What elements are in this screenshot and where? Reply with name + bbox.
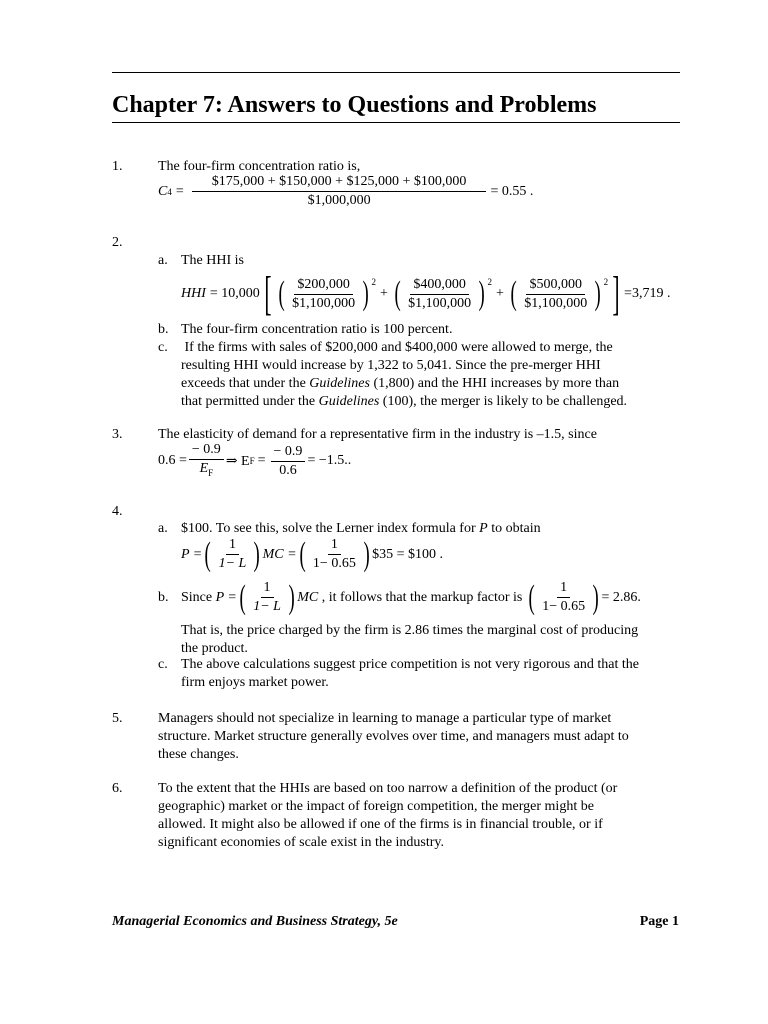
- q2b-text: The four-firm concentration ratio is 100 percent.: [181, 322, 453, 337]
- q3-formula: [158, 442, 351, 481]
- q2-fraction-1: [289, 277, 358, 312]
- q4b-mc: MC: [297, 589, 319, 605]
- q1-formula: [158, 174, 533, 209]
- q2-left-bracket: [: [264, 267, 272, 320]
- q4-paren: ): [592, 578, 599, 616]
- q2a-label: a.: [158, 253, 168, 268]
- q4b-f1-den: 1− L: [253, 599, 281, 614]
- q2-f2-num: $400,000: [410, 277, 469, 295]
- q2-f1-den: $1,100,000: [292, 295, 356, 311]
- q4a-f2-num: 1: [328, 537, 341, 555]
- q4-paren: (: [204, 535, 212, 573]
- q2-fraction-2: [405, 277, 474, 312]
- q1-number: 1.: [112, 159, 123, 174]
- q2c-line-4-post: (100), the merger is likely to be challenged.: [379, 394, 628, 409]
- footer-book-title: Managerial Economics and Business Strategy, 5e: [112, 914, 398, 929]
- q2a-text: The HHI is: [181, 253, 244, 268]
- q4b-label: b.: [158, 589, 169, 605]
- top-rule: [112, 72, 680, 73]
- footer-page-number: Page 1: [639, 914, 679, 929]
- q4a-text: [181, 520, 541, 538]
- q1-eq: =: [175, 183, 184, 199]
- q4b-result: = 2.86.: [601, 589, 641, 605]
- q6-paragraph: [158, 780, 680, 852]
- title-underline: [112, 122, 680, 123]
- q2-paren: ): [594, 275, 602, 312]
- q2c-guidelines-2: Guidelines: [318, 394, 380, 409]
- q2c-line-3-pre: exceeds that under the: [181, 376, 310, 391]
- q5-line-2: structure. Market structure generally evolves over time, and managers must adapt to: [158, 729, 629, 744]
- q2-paren: (: [394, 275, 401, 312]
- q2b-label: b.: [158, 322, 169, 337]
- q3-f2-num: − 0.9: [271, 444, 306, 462]
- q2-paren: (: [278, 275, 285, 312]
- q4b-mid: , it follows that the markup factor is: [318, 589, 526, 605]
- q3-lhs: 0.6 =: [158, 453, 187, 469]
- q5-line-1: Managers should not specialize in learning to manage a particular type of market: [158, 711, 612, 726]
- q1-lhs-sub: 4: [167, 186, 172, 197]
- q2-hhi-result: =3,719 .: [624, 286, 671, 301]
- q2-exp-3: 2: [603, 277, 609, 287]
- q6-line-3: allowed. It might also be allowed if one of the firms is in financial trouble, or if: [158, 817, 603, 832]
- q3-eq: =: [257, 453, 266, 469]
- q6-number: 6.: [112, 781, 123, 796]
- q4c-paragraph: [181, 656, 681, 692]
- q4a-f1-num: 1: [226, 537, 239, 555]
- q4b-line: [158, 580, 641, 615]
- q4a-text-post: to obtain: [487, 521, 541, 536]
- q1-numerator: $175,000 + $150,000 + $125,000 + $100,000: [192, 174, 487, 192]
- q2-plus-1: +: [379, 286, 388, 301]
- q4-paren: ): [253, 535, 261, 573]
- q2-number: 2.: [112, 235, 123, 250]
- q5-paragraph: [158, 710, 680, 764]
- q4a-fraction-1: [216, 537, 250, 572]
- q2-exp-2: 2: [487, 277, 492, 287]
- q3-fraction-1: [189, 442, 224, 481]
- q4-paren: ): [288, 578, 295, 616]
- q1-result: = 0.55 .: [490, 183, 534, 199]
- q4-paren: (: [299, 535, 306, 573]
- q5-line-3: these changes.: [158, 747, 239, 762]
- q4b-line-2: That is, the price charged by the firm is 2.86 times the marginal cost of producing: [181, 623, 639, 638]
- q2c-paragraph: [181, 339, 681, 411]
- q4c-line-2: firm enjoys market power.: [181, 675, 329, 690]
- q4a-f1-den: 1− L: [218, 556, 247, 571]
- q3-implies-sub: F: [249, 456, 255, 467]
- q2c-line-3: [181, 375, 681, 393]
- q2c-line-2: resulting HHI would increase by 1,322 to 5,041. Since the pre-merger HHI: [181, 358, 601, 373]
- q4-paren: ): [363, 535, 370, 573]
- q4b-fraction-2: [539, 580, 588, 615]
- q3-f1-num: − 0.9: [189, 442, 224, 460]
- q1-denominator: $1,000,000: [307, 193, 371, 208]
- q3-f2-den: 0.6: [279, 462, 297, 478]
- q2-hhi-formula: [181, 267, 671, 320]
- q1-lhs: C: [158, 183, 168, 199]
- q4b-f1-num: 1: [261, 580, 274, 598]
- q1-text: The four-firm concentration ratio is,: [158, 159, 361, 174]
- page-title: Chapter 7: Answers to Questions and Problems: [112, 92, 597, 118]
- q4a-f2-den: 1− 0.65: [312, 556, 356, 571]
- q4b-fraction-1: [250, 580, 284, 615]
- q2c-line-3-post: (1,800) and the HHI increases by more than: [369, 376, 620, 391]
- q4-paren: (: [239, 578, 246, 616]
- q1-fraction: [192, 174, 487, 209]
- q6-line-2: geographic) market or the impact of foreign competition, the merger might be: [158, 799, 594, 814]
- q2-hhi-lhs: HHI: [181, 286, 206, 301]
- q2c-guidelines-1: Guidelines: [309, 376, 370, 391]
- q4b-since: Since: [181, 589, 216, 605]
- q4a-result: $35 = $100 .: [372, 546, 444, 562]
- q4a-fraction-2: [310, 537, 359, 572]
- q2c-line-4: [181, 393, 681, 411]
- q4a-formula: [181, 537, 443, 572]
- q2-hhi-coef: = 10,000: [209, 286, 260, 301]
- q3-text: The elasticity of demand for a representative firm in the industry is –1.5, since: [158, 427, 597, 442]
- q4-number: 4.: [112, 504, 123, 519]
- q2c-label: c.: [158, 340, 168, 355]
- q4b-line-3: the product.: [181, 641, 248, 656]
- q6-line-1: To the extent that the HHIs are based on too narrow a definition of the product (or: [158, 781, 618, 796]
- q4a-text-pre: $100. To see this, solve the Lerner index formula for: [181, 521, 480, 536]
- q3-fraction-2: [271, 444, 306, 479]
- q4a-lhs: P =: [181, 546, 203, 562]
- q3-implies: ⇒ E: [225, 453, 250, 469]
- q3-result: = −1.5..: [307, 453, 352, 469]
- q2c-line-4-pre: that permitted under the: [181, 394, 319, 409]
- q2-fraction-3: [521, 277, 590, 312]
- q4b-paragraph: [181, 622, 681, 658]
- q3-f1-den: [197, 460, 217, 481]
- q4c-line-1: The above calculations suggest price competition is not very rigorous and that the: [181, 657, 639, 672]
- q2-f1-num: $200,000: [294, 277, 353, 295]
- q5-number: 5.: [112, 711, 123, 726]
- q4a-label: a.: [158, 521, 168, 536]
- q2-paren: (: [510, 275, 517, 312]
- q6-line-4: significant economies of scale exist in the industry.: [158, 835, 445, 850]
- q2-f3-num: $500,000: [526, 277, 585, 295]
- q3-f1-den-sub: F: [208, 467, 214, 478]
- q4b-p: P =: [215, 589, 237, 605]
- q3-number: 3.: [112, 427, 123, 442]
- q4-paren: (: [528, 578, 535, 616]
- q4b-f2-num: 1: [557, 580, 570, 598]
- q4c-label: c.: [158, 657, 168, 672]
- q4b-f2-den: 1− 0.65: [542, 599, 586, 614]
- q2-exp-1: 2: [371, 277, 376, 287]
- q2-paren: ): [478, 275, 485, 312]
- q2-paren: ): [362, 275, 369, 312]
- q2c-line-1: If the firms with sales of $200,000 and $400,000 were allowed to merge, the: [181, 340, 613, 355]
- q2-f3-den: $1,100,000: [524, 295, 588, 311]
- q2-right-bracket: ]: [612, 267, 620, 320]
- q2-plus-2: +: [496, 286, 504, 301]
- q4a-mc: MC =: [262, 546, 297, 562]
- q2-f2-den: $1,100,000: [408, 295, 472, 311]
- q3-f1-den-var: E: [199, 461, 209, 476]
- q4a-var-p: P: [479, 521, 488, 536]
